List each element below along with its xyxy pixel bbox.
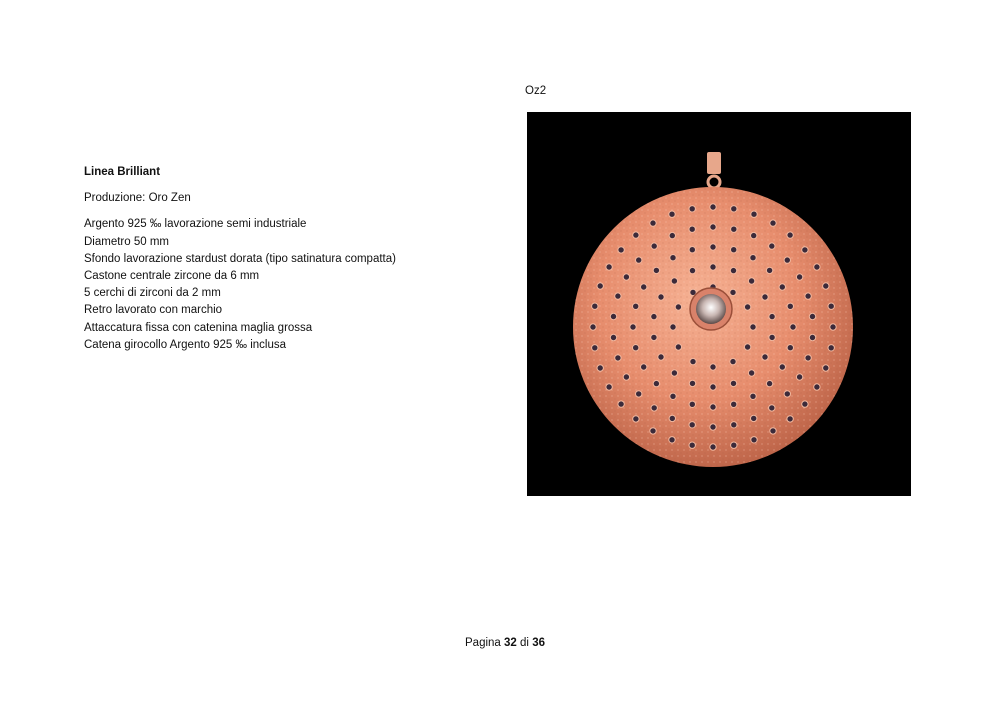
zircon-stone — [689, 247, 695, 253]
zircon-stone — [689, 422, 695, 428]
page-footer — [0, 637, 992, 649]
zircon-stone — [618, 401, 624, 407]
zircon-stone — [770, 428, 776, 434]
zircon-stone — [770, 220, 776, 226]
zircon-stone — [689, 442, 695, 448]
zircon-stone — [641, 364, 647, 370]
zircon-stone — [790, 324, 796, 330]
zircon-stone — [787, 416, 793, 422]
zircon-stone — [762, 354, 768, 360]
zircon-stone — [633, 232, 639, 238]
zircon-stone — [744, 344, 750, 350]
spec-item: Retro lavorato con marchio — [84, 304, 223, 317]
zircon-stone — [669, 232, 675, 238]
zircon-stone — [814, 264, 820, 270]
zircon-stone — [828, 303, 834, 309]
zircon-stone — [710, 404, 716, 410]
zircon-stone — [710, 384, 716, 390]
zircon-stone — [618, 247, 624, 253]
zircon-stone — [748, 278, 754, 284]
zircon-stone — [769, 334, 775, 340]
zircon-stone — [731, 401, 737, 407]
zircon-stone — [671, 278, 677, 284]
pendant-photo — [527, 112, 911, 496]
zircon-stone — [641, 284, 647, 290]
zircon-stone — [787, 303, 793, 309]
zircon-stone — [766, 267, 772, 273]
product-line-title: Linea Brilliant — [84, 166, 161, 178]
zircon-stone — [633, 416, 639, 422]
zircon-stone — [784, 257, 790, 263]
zircon-stone — [710, 204, 716, 210]
zircon-stone — [689, 206, 695, 212]
zircon-stone — [762, 294, 768, 300]
zircon-stone — [689, 226, 695, 232]
zircon-stone — [750, 393, 756, 399]
zircon-stone — [814, 384, 820, 390]
zircon-stone — [731, 247, 737, 253]
zircon-stone — [597, 365, 603, 371]
zircon-stone — [744, 304, 750, 310]
zircon-stone — [731, 226, 737, 232]
zircon-stone — [633, 345, 639, 351]
spec-item: Attaccatura fissa con catenina maglia grossa — [84, 321, 313, 334]
zircon-stone — [671, 370, 677, 376]
zircon-stone — [650, 428, 656, 434]
page-prefix: Pagina — [465, 637, 501, 649]
zircon-stone — [690, 358, 696, 364]
zircon-stone — [606, 264, 612, 270]
zircon-stone — [748, 370, 754, 376]
zircon-stone — [710, 424, 716, 430]
spec-item: Diametro 50 mm — [84, 235, 169, 248]
zircon-stone — [787, 345, 793, 351]
zircon-stone — [658, 294, 664, 300]
zircon-stone — [779, 284, 785, 290]
center-zircon — [696, 294, 726, 324]
zircon-stone — [606, 384, 612, 390]
zircon-stone — [669, 211, 675, 217]
zircon-stone — [779, 364, 785, 370]
page-separator: di — [520, 637, 529, 649]
zircon-stone — [766, 380, 772, 386]
zircon-stone — [610, 313, 616, 319]
zircon-stone — [751, 415, 757, 421]
zircon-stone — [751, 211, 757, 217]
spec-item: Sfondo lavorazione stardust dorata (tipo satinatura compatta) — [84, 252, 396, 265]
zircon-stone — [784, 391, 790, 397]
zircon-stone — [787, 232, 793, 238]
zircon-stone — [828, 345, 834, 351]
zircon-stone — [675, 304, 681, 310]
zircon-stone — [796, 374, 802, 380]
zircon-stone — [731, 422, 737, 428]
zircon-stone — [670, 393, 676, 399]
zircon-stone — [651, 405, 657, 411]
zircon-stone — [650, 220, 656, 226]
zircon-stone — [809, 334, 815, 340]
zircon-stone — [750, 255, 756, 261]
zircon-stone — [751, 437, 757, 443]
zircon-stone — [592, 303, 598, 309]
zircon-stone — [658, 354, 664, 360]
zircon-stone — [689, 401, 695, 407]
current-page: 32 — [504, 637, 517, 649]
zircon-stone — [805, 293, 811, 299]
zircon-stone — [669, 437, 675, 443]
zircon-stone — [636, 391, 642, 397]
zircon-stone — [636, 257, 642, 263]
zircon-stone — [653, 267, 659, 273]
zircon-stone — [769, 405, 775, 411]
zircon-stone — [730, 380, 736, 386]
product-code: Oz2 — [525, 85, 547, 97]
production-label: Produzione: Oro Zen — [84, 192, 191, 205]
spec-item: Castone centrale zircone da 6 mm — [84, 270, 260, 283]
spec-item: Catena girocollo Argento 925 ‰ inclusa — [84, 338, 287, 351]
zircon-stone — [809, 313, 815, 319]
zircon-stone — [615, 355, 621, 361]
zircon-stone — [802, 247, 808, 253]
zircon-stone — [823, 283, 829, 289]
zircon-stone — [651, 243, 657, 249]
zircon-stone — [769, 313, 775, 319]
spec-item: Argento 925 ‰ lavorazione semi industriale — [84, 218, 307, 231]
zircon-stone — [592, 345, 598, 351]
zircon-stone — [651, 334, 657, 340]
zircon-stone — [830, 324, 836, 330]
zircon-stone — [730, 267, 736, 273]
zircon-stone — [689, 267, 695, 273]
zircon-stone — [750, 324, 756, 330]
zircon-stone — [751, 232, 757, 238]
zircon-stone — [623, 274, 629, 280]
zircon-stone — [731, 206, 737, 212]
zircon-stone — [669, 415, 675, 421]
zircon-stone — [710, 264, 716, 270]
pendant-illustration — [527, 112, 911, 496]
spec-list — [84, 216, 396, 354]
zircon-stone — [670, 324, 676, 330]
zircon-stone — [630, 324, 636, 330]
spec-item: 5 cerchi di zirconi da 2 mm — [84, 287, 221, 300]
zircon-stone — [731, 442, 737, 448]
zircon-stone — [730, 358, 736, 364]
zircon-stone — [675, 344, 681, 350]
total-pages: 36 — [532, 637, 545, 649]
zircon-stone — [610, 334, 616, 340]
zircon-stone — [710, 364, 716, 370]
zircon-stone — [670, 255, 676, 261]
zircon-stone — [590, 324, 596, 330]
bail — [707, 152, 721, 188]
zircon-stone — [653, 380, 659, 386]
zircon-stone — [623, 374, 629, 380]
zircon-stone — [689, 380, 695, 386]
zircon-stone — [805, 355, 811, 361]
zircon-stone — [796, 274, 802, 280]
zircon-stone — [710, 244, 716, 250]
zircon-stone — [633, 303, 639, 309]
zircon-stone — [651, 313, 657, 319]
zircon-stone — [730, 289, 736, 295]
zircon-stone — [710, 224, 716, 230]
zircon-stone — [597, 283, 603, 289]
zircon-stone — [710, 444, 716, 450]
zircon-stone — [615, 293, 621, 299]
zircon-stone — [823, 365, 829, 371]
product-description — [84, 164, 396, 354]
zircon-stone — [802, 401, 808, 407]
zircon-stone — [769, 243, 775, 249]
